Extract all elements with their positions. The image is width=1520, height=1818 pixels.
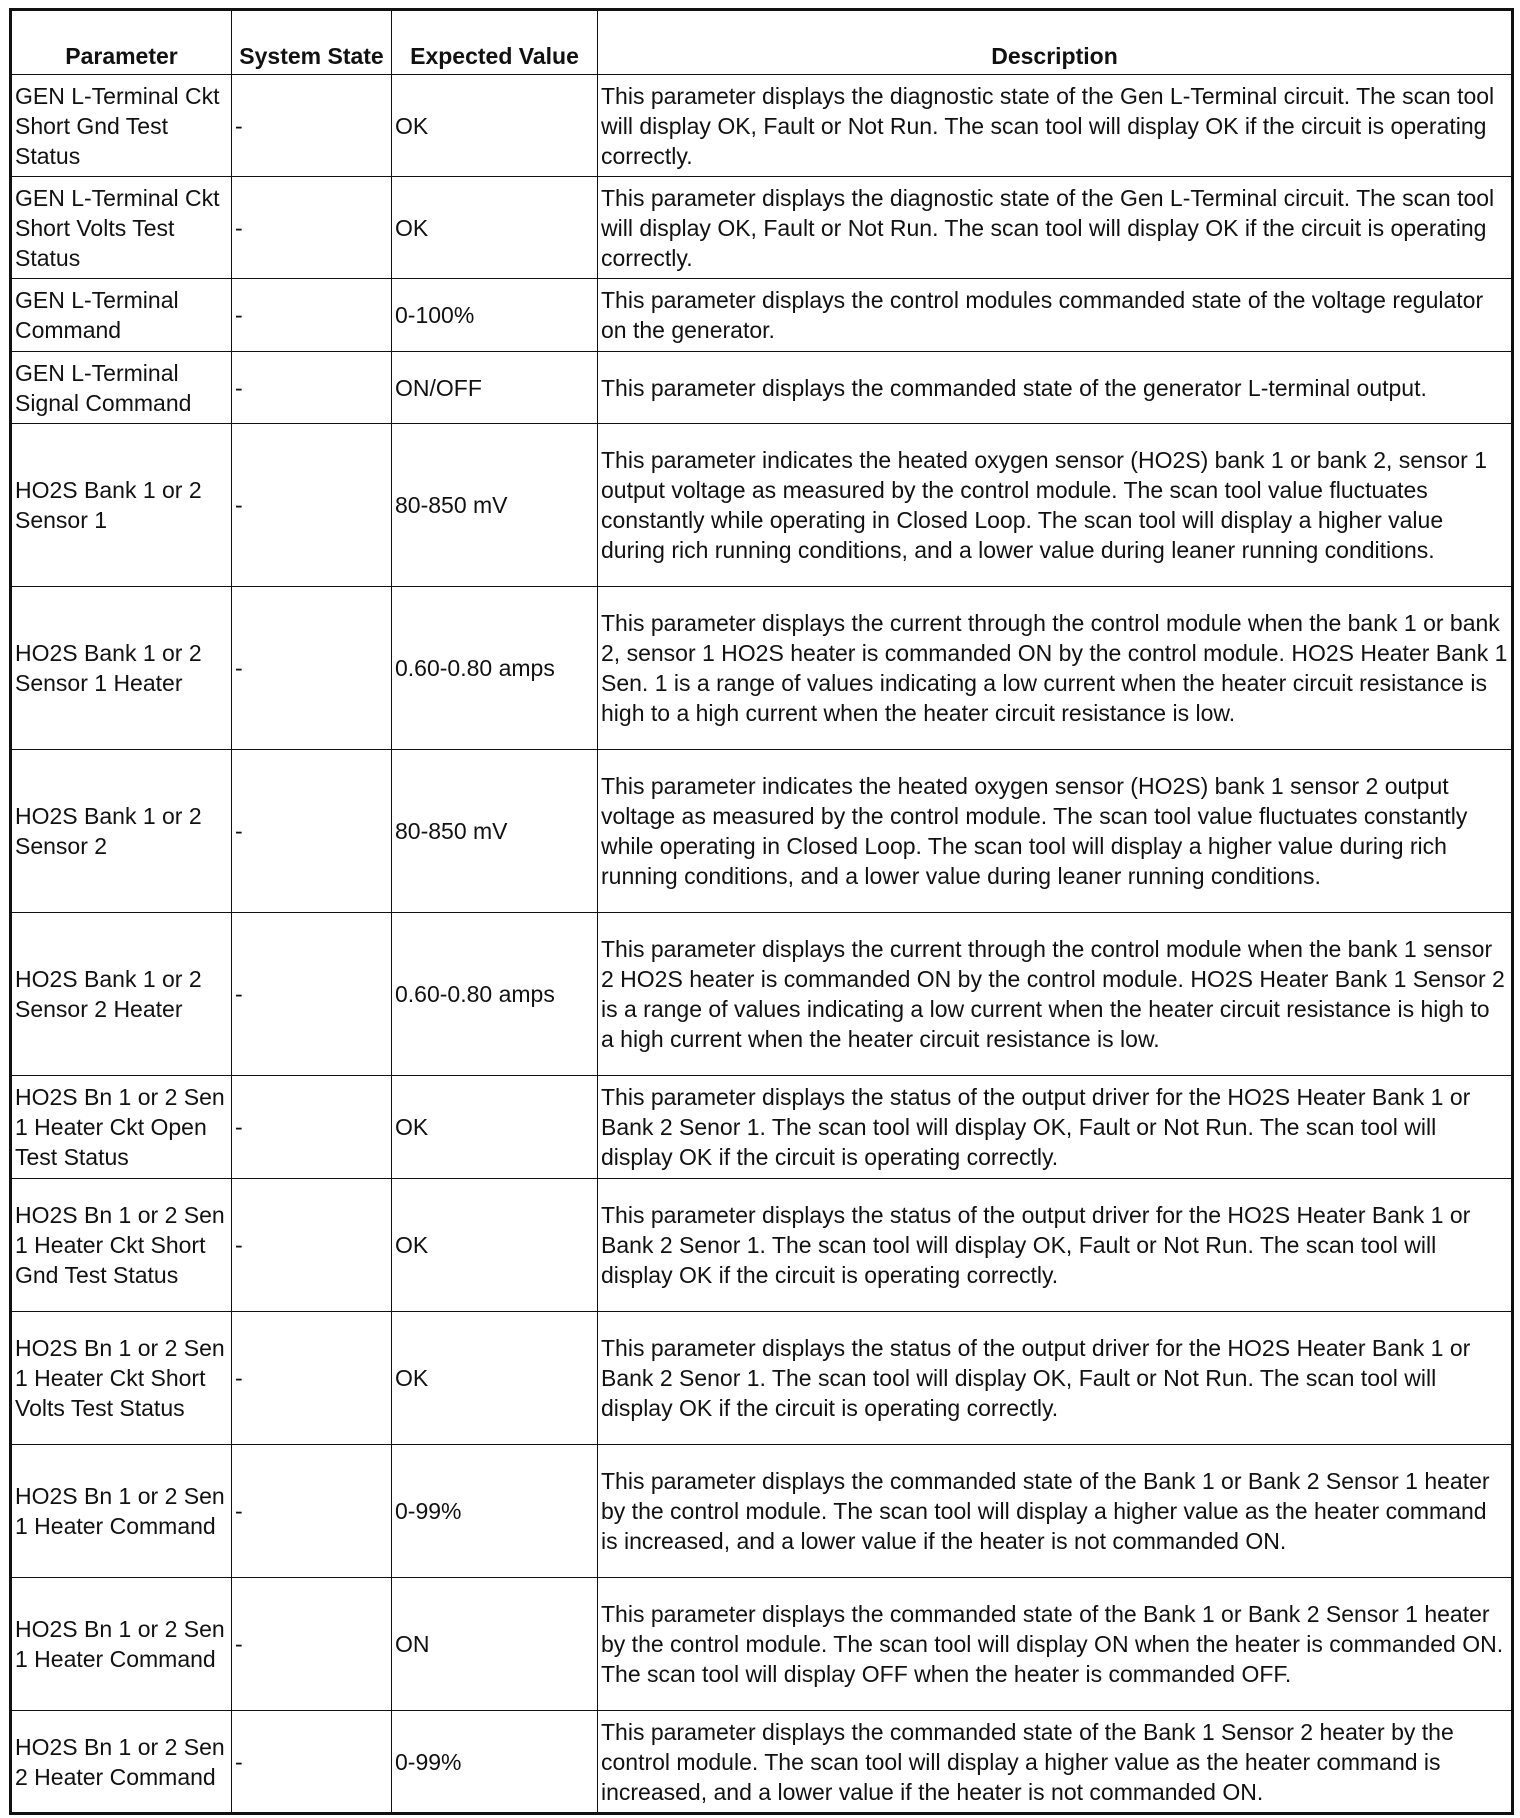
system-state-cell: - xyxy=(232,1179,392,1312)
description-cell: This parameter displays the commanded state of the generator L-terminal output. xyxy=(598,352,1513,424)
parameter-table xyxy=(9,8,1514,1815)
parameter-cell: HO2S Bank 1 or 2 Sensor 1 xyxy=(11,424,232,587)
expected-value-cell: 0-99% xyxy=(392,1445,598,1578)
system-state-cell: - xyxy=(232,1711,392,1814)
description-cell: This parameter displays the diagnostic state of the Gen L-Terminal circuit. The scan tool will display OK, Fault or Not Run. The scan tool will display OK if the circuit is operating correctly. xyxy=(598,177,1513,279)
expected-value-cell: OK xyxy=(392,1312,598,1445)
table-row xyxy=(11,75,1513,177)
expected-value-cell: 80-850 mV xyxy=(392,424,598,587)
table-row xyxy=(11,1312,1513,1445)
description-cell: This parameter indicates the heated oxygen sensor (HO2S) bank 1 sensor 2 output voltage as measured by the control module. The scan tool value fluctuates constantly while operating in Closed Loop. The scan tool will display a higher value during rich running conditions, and a lower value during leaner running conditions. xyxy=(598,750,1513,913)
table-row xyxy=(11,1179,1513,1312)
system-state-cell: - xyxy=(232,75,392,177)
expected-value-cell: 0.60-0.80 amps xyxy=(392,587,598,750)
system-state-cell: - xyxy=(232,352,392,424)
expected-value-cell: 80-850 mV xyxy=(392,750,598,913)
parameter-cell: HO2S Bn 1 or 2 Sen 2 Heater Command xyxy=(11,1711,232,1814)
expected-value-cell: ON/OFF xyxy=(392,352,598,424)
description-cell: This parameter displays the control modules commanded state of the voltage regulator on the generator. xyxy=(598,279,1513,352)
table-row xyxy=(11,587,1513,750)
system-state-cell: - xyxy=(232,177,392,279)
table-row xyxy=(11,424,1513,587)
system-state-cell: - xyxy=(232,1312,392,1445)
system-state-cell: - xyxy=(232,1445,392,1578)
system-state-cell: - xyxy=(232,1578,392,1711)
table-row xyxy=(11,177,1513,279)
system-state-cell: - xyxy=(232,913,392,1076)
system-state-cell: - xyxy=(232,279,392,352)
description-cell: This parameter displays the status of the output driver for the HO2S Heater Bank 1 or Bank 2 Senor 1. The scan tool will display OK, Fault or Not Run. The scan tool will display OK if the circuit is operating correctly. xyxy=(598,1076,1513,1179)
table-row xyxy=(11,750,1513,913)
description-cell: This parameter displays the current through the control module when the bank 1 or bank 2, sensor 1 HO2S heater is commanded ON by the control module. HO2S Heater Bank 1 Sen. 1 is a range of values indicating a low current when the heater circuit resistance is high to a high current when the heater circuit resistance is low. xyxy=(598,587,1513,750)
description-cell: This parameter displays the status of the output driver for the HO2S Heater Bank 1 or Bank 2 Senor 1. The scan tool will display OK, Fault or Not Run. The scan tool will display OK if the circuit is operating correctly. xyxy=(598,1312,1513,1445)
description-cell: This parameter displays the diagnostic state of the Gen L-Terminal circuit. The scan tool will display OK, Fault or Not Run. The scan tool will display OK if the circuit is operating correctly. xyxy=(598,75,1513,177)
description-cell: This parameter displays the commanded state of the Bank 1 or Bank 2 Sensor 1 heater by the control module. The scan tool will display ON when the heater is commanded ON. The scan tool will display OFF when the heater is commanded OFF. xyxy=(598,1578,1513,1711)
system-state-cell: - xyxy=(232,750,392,913)
parameter-cell: GEN L-Terminal Command xyxy=(11,279,232,352)
table-row xyxy=(11,1445,1513,1578)
description-cell: This parameter displays the status of the output driver for the HO2S Heater Bank 1 or Bank 2 Senor 1. The scan tool will display OK, Fault or Not Run. The scan tool will display OK if the circuit is operating correctly. xyxy=(598,1179,1513,1312)
table-row xyxy=(11,352,1513,424)
parameter-cell: HO2S Bank 1 or 2 Sensor 1 Heater xyxy=(11,587,232,750)
expected-value-cell: ON xyxy=(392,1578,598,1711)
parameter-cell: HO2S Bn 1 or 2 Sen 1 Heater Ckt Open Test Status xyxy=(11,1076,232,1179)
parameter-cell: HO2S Bank 1 or 2 Sensor 2 xyxy=(11,750,232,913)
table-row xyxy=(11,1711,1513,1814)
header-system-state: System State xyxy=(232,10,392,75)
system-state-cell: - xyxy=(232,424,392,587)
table-row xyxy=(11,1578,1513,1711)
parameter-cell: GEN L-Terminal Ckt Short Volts Test Status xyxy=(11,177,232,279)
header-description: Description xyxy=(598,10,1513,75)
expected-value-cell: 0.60-0.80 amps xyxy=(392,913,598,1076)
parameter-cell: HO2S Bn 1 or 2 Sen 1 Heater Ckt Short Gnd Test Status xyxy=(11,1179,232,1312)
table-row xyxy=(11,1076,1513,1179)
expected-value-cell: OK xyxy=(392,1179,598,1312)
description-cell: This parameter displays the commanded state of the Bank 1 Sensor 2 heater by the control module. The scan tool will display a higher value as the heater command is increased, and a lower value if the heater is not commanded ON. xyxy=(598,1711,1513,1814)
description-cell: This parameter displays the commanded state of the Bank 1 or Bank 2 Sensor 1 heater by the control module. The scan tool will display a higher value as the heater command is increased, and a lower value if the heater is not commanded ON. xyxy=(598,1445,1513,1578)
description-cell: This parameter indicates the heated oxygen sensor (HO2S) bank 1 or bank 2, sensor 1 output voltage as measured by the control module. The scan tool value fluctuates constantly while operating in Closed Loop. The scan tool will display a higher value during rich running conditions, and a lower value during leaner running conditions. xyxy=(598,424,1513,587)
expected-value-cell: 0-99% xyxy=(392,1711,598,1814)
system-state-cell: - xyxy=(232,1076,392,1179)
parameter-cell: HO2S Bn 1 or 2 Sen 1 Heater Ckt Short Volts Test Status xyxy=(11,1312,232,1445)
expected-value-cell: OK xyxy=(392,75,598,177)
description-cell: This parameter displays the current through the control module when the bank 1 sensor 2 HO2S heater is commanded ON by the control module. HO2S Heater Bank 1 Sensor 2 is a range of values indicating a low current when the heater circuit resistance is high to a high current when the heater circuit resistance is low. xyxy=(598,913,1513,1076)
expected-value-cell: OK xyxy=(392,177,598,279)
header-expected-value: Expected Value xyxy=(392,10,598,75)
parameter-cell: GEN L-Terminal Signal Command xyxy=(11,352,232,424)
expected-value-cell: OK xyxy=(392,1076,598,1179)
parameter-cell: HO2S Bn 1 or 2 Sen 1 Heater Command xyxy=(11,1578,232,1711)
header-parameter: Parameter xyxy=(11,10,232,75)
system-state-cell: - xyxy=(232,587,392,750)
table-row xyxy=(11,279,1513,352)
parameter-cell: HO2S Bank 1 or 2 Sensor 2 Heater xyxy=(11,913,232,1076)
header-row xyxy=(11,10,1513,75)
parameter-cell: HO2S Bn 1 or 2 Sen 1 Heater Command xyxy=(11,1445,232,1578)
table-row xyxy=(11,913,1513,1076)
expected-value-cell: 0-100% xyxy=(392,279,598,352)
parameter-cell: GEN L-Terminal Ckt Short Gnd Test Status xyxy=(11,75,232,177)
